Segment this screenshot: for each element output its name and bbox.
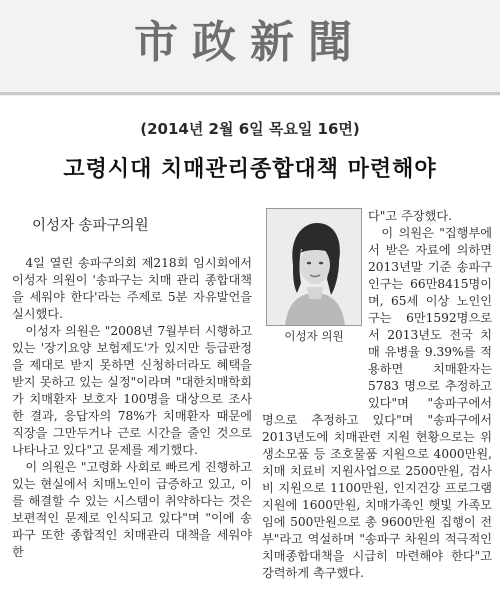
- article-body-right-column-bottom: [262, 412, 492, 592]
- right-column-flow-continued: [262, 412, 492, 582]
- article-paragraph: 다"고 주장했다.: [368, 209, 452, 223]
- portrait-image: [267, 209, 362, 326]
- masthead-title: 市政新聞: [134, 17, 366, 68]
- author-photo: [266, 208, 362, 326]
- article-headline: 고령시대 치매관리종합대책 마련해야: [63, 156, 437, 182]
- right-column-flow: [368, 208, 492, 412]
- masthead-divider: [0, 92, 500, 95]
- article-paragraph: 이 의원은 "집행부에서 받은 자료에 의하면 2013년말 기준 송파구 인구는 66만8415명이며, 65세 이상 노인인구는 6만1592명으로서 2013년도 전국 치매 유병율 9.39%를 적용하면 치매환자는 5783 명으로 추정하고 있다"며 "송파구에서: [368, 226, 492, 410]
- article-body-left-column: [12, 255, 252, 595]
- masthead: [0, 0, 500, 96]
- issue-date-line: (2014년 2월 6일 목요일 16면): [140, 120, 360, 138]
- article-byline: 이성자 송파구의원: [32, 218, 149, 234]
- article-paragraph: 4일 열린 송파구의회 제218회 임시회에서 이성자 의원이 '송파구는 치매 관리 종합대책을 세워야 한다'라는 주제로 5분 자유발언을 실시했다.: [12, 256, 252, 321]
- photo-caption: 이성자 의원: [284, 329, 344, 343]
- article-paragraph: 이성자 의원은 "2008년 7월부터 시행하고 있는 '장기요양 보험제도'가 있지만 등급판정을 제대로 받지 못하면 신청하더라도 혜택을 받지 못하고 있는 실정"이라며 "대한치매학회가 치매환자 보호자 100명을 대상으로 조사한 결과, 응답자의 78%가 치매환자 때문에 직장을 그만두거나 근로 시간을 줄인 것으로 나타나고 있다"고 문제를 제기했다.: [12, 324, 252, 457]
- article-paragraph: 명으로 추정하고 있다"며 "송파구에서 2013년도에 치매관련 지원 현황으로는 위생소모품 등 조호물품 지원으로 4000만원, 치매 치료비 지원사업으로 2500만원, 검사비 지원으로 1100만원, 인지건강 프로그램 지원에 1600만원, 치매가족인 햇빛 가족모임에 500만원으로 총 9600만원 집행이 전부"라고 역설하며 "송파구 차원의 적극적인 치매종합대책을 시급히 마련해야 한다"고 강력하게 촉구했다.: [262, 413, 492, 580]
- article-body-right-column-top: [368, 208, 492, 412]
- article-paragraph: 이 의원은 "고령화 사회로 빠르게 진행하고 있는 현실에서 치매노인이 급증하고 있고, 이를 해결할 수 있는 시스템이 취약하다는 것은 보편적인 문제로 인식되고 있다"며 "이에 송파구 또한 종합적인 치매관리 대책을 세워야 한: [12, 460, 252, 559]
